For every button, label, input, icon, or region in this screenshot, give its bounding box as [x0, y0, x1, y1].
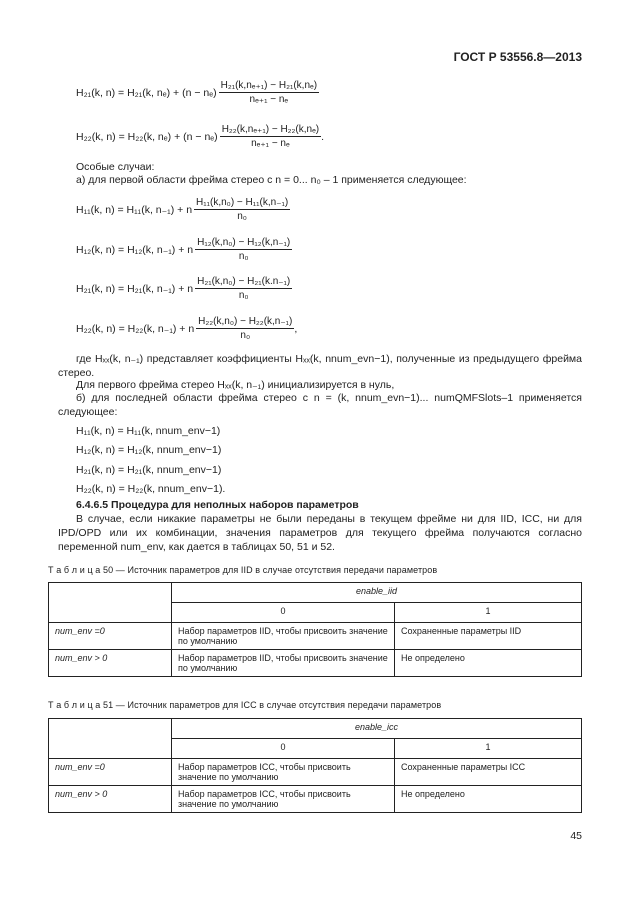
section-paragraph: В случае, если никакие параметры не были переданы в текущем фрейме ни для IID, ICC, ни для IPD/OPD или их комбинации, значения параметров для текущего фрейма получаются согласно переменной num_env, как дается в таблицах 50, 51 и 52. [58, 513, 582, 553]
case-b-text: б) для последней области фрейма стерео с n = (k, nnum_evn−1)... numQMFSlots–1 применяется следующее: [58, 392, 582, 418]
section-title: 6.4.6.5 Процедура для неполных наборов параметров [76, 499, 359, 511]
table51-header: enable_icc [172, 719, 582, 739]
formula-a-h11: H₁₁(k, n) = H₁₁(k, n₋₁) + n $\frac{\text{H₁₁(k,n₀) − H₁₁(k,n₋₁)}}{\text{n₀}}$ [76, 197, 289, 222]
table50-col1: 1 [395, 603, 582, 623]
formula-a-h21: H₂₁(k, n) = H₂₁(k, n₋₁) + n $\frac{\text{H₂₁(k,n₀) − H₂₁(k.n₋₁)}}{\text{n₀}}$ [76, 276, 291, 301]
table-50 [48, 582, 582, 677]
page-number: 45 [570, 830, 582, 842]
case-a-text: а) для первой области фрейма стерео с n = 0... n₀ – 1 применяется следующее: [76, 174, 467, 186]
special-cases-label: Особые случаи: [76, 161, 155, 173]
table-row: num_env =0 Набор параметров ICC, чтобы присвоить значение по умолчанию Сохраненные параметры ICC [49, 759, 582, 786]
formula-b-h11: H₁₁(k, n) = H₁₁(k, nnum_env−1) [76, 425, 221, 437]
table-row: num_env =0 Набор параметров IID, чтобы присвоить значение по умолчанию Сохраненные параметры IID [49, 623, 582, 650]
table-row: num_env > 0 Набор параметров IID, чтобы присвоить значение по умолчанию Не определено [49, 650, 582, 677]
formula-h21: H₂₁(k, n) = H₂₁(k, nₑ) + (n − nₑ) $\frac{\text{H₂₁(k,nₑ₊₁) − H₂₁(k,nₑ)}}{\text{nₑ₊₁ − nₑ}}$ [76, 80, 318, 105]
formula-a-h12: H₁₂(k, n) = H₁₂(k, n₋₁) + n $\frac{\text{H₁₂(k,n₀) − H₁₂(k,n₋₁)}}{\text{n₀}}$ [76, 237, 291, 262]
formula-a-h22: H₂₂(k, n) = H₂₂(k, n₋₁) + n $\frac{\text{H₂₂(k,n₀) − H₂₂(k,n₋₁)}}{\text{n₀}}$ , [76, 316, 298, 341]
formula-b-h21: H₂₁(k, n) = H₂₁(k, nnum_env−1) [76, 464, 222, 476]
table-row: num_env > 0 Набор параметров ICC, чтобы присвоить значение по умолчанию Не определено [49, 786, 582, 813]
table-51 [48, 718, 582, 813]
init-paragraph: Для первого фрейма стерео Hₓₓ(k, n₋₁) инициализируется в нуль, [76, 379, 395, 391]
table51-col1: 1 [395, 739, 582, 759]
formula-b-h22: H₂₂(k, n) = H₂₂(k, nnum_env−1). [76, 483, 226, 495]
formula-h22: H₂₂(k, n) = H₂₂(k, nₑ) + (n − nₑ) $\frac{\text{H₂₂(k,nₑ₊₁) − H₂₂(k,nₑ)}}{\text{nₑ₊₁ − nₑ}}$ . [76, 124, 325, 149]
where-paragraph: где Hₓₓ(k, n₋₁) представляет коэффициенты Hₓₓ(k, nnum_evn−1), полученные из предыдущего фрейма стерео. [58, 353, 582, 379]
table51-col0: 0 [172, 739, 395, 759]
table50-caption: Т а б л и ц а 50 — Источник параметров для IID в случае отсутствия передачи параметров [48, 565, 438, 575]
formula-b-h12: H₁₂(k, n) = H₁₂(k, nnum_env−1) [76, 444, 222, 456]
table51-caption: Т а б л и ц а 51 — Источник параметров для ICC в случае отсутствия передачи параметров [48, 700, 442, 710]
document-header: ГОСТ Р 53556.8—2013 [453, 50, 582, 64]
table50-header: enable_iid [172, 583, 582, 603]
table50-col0: 0 [172, 603, 395, 623]
